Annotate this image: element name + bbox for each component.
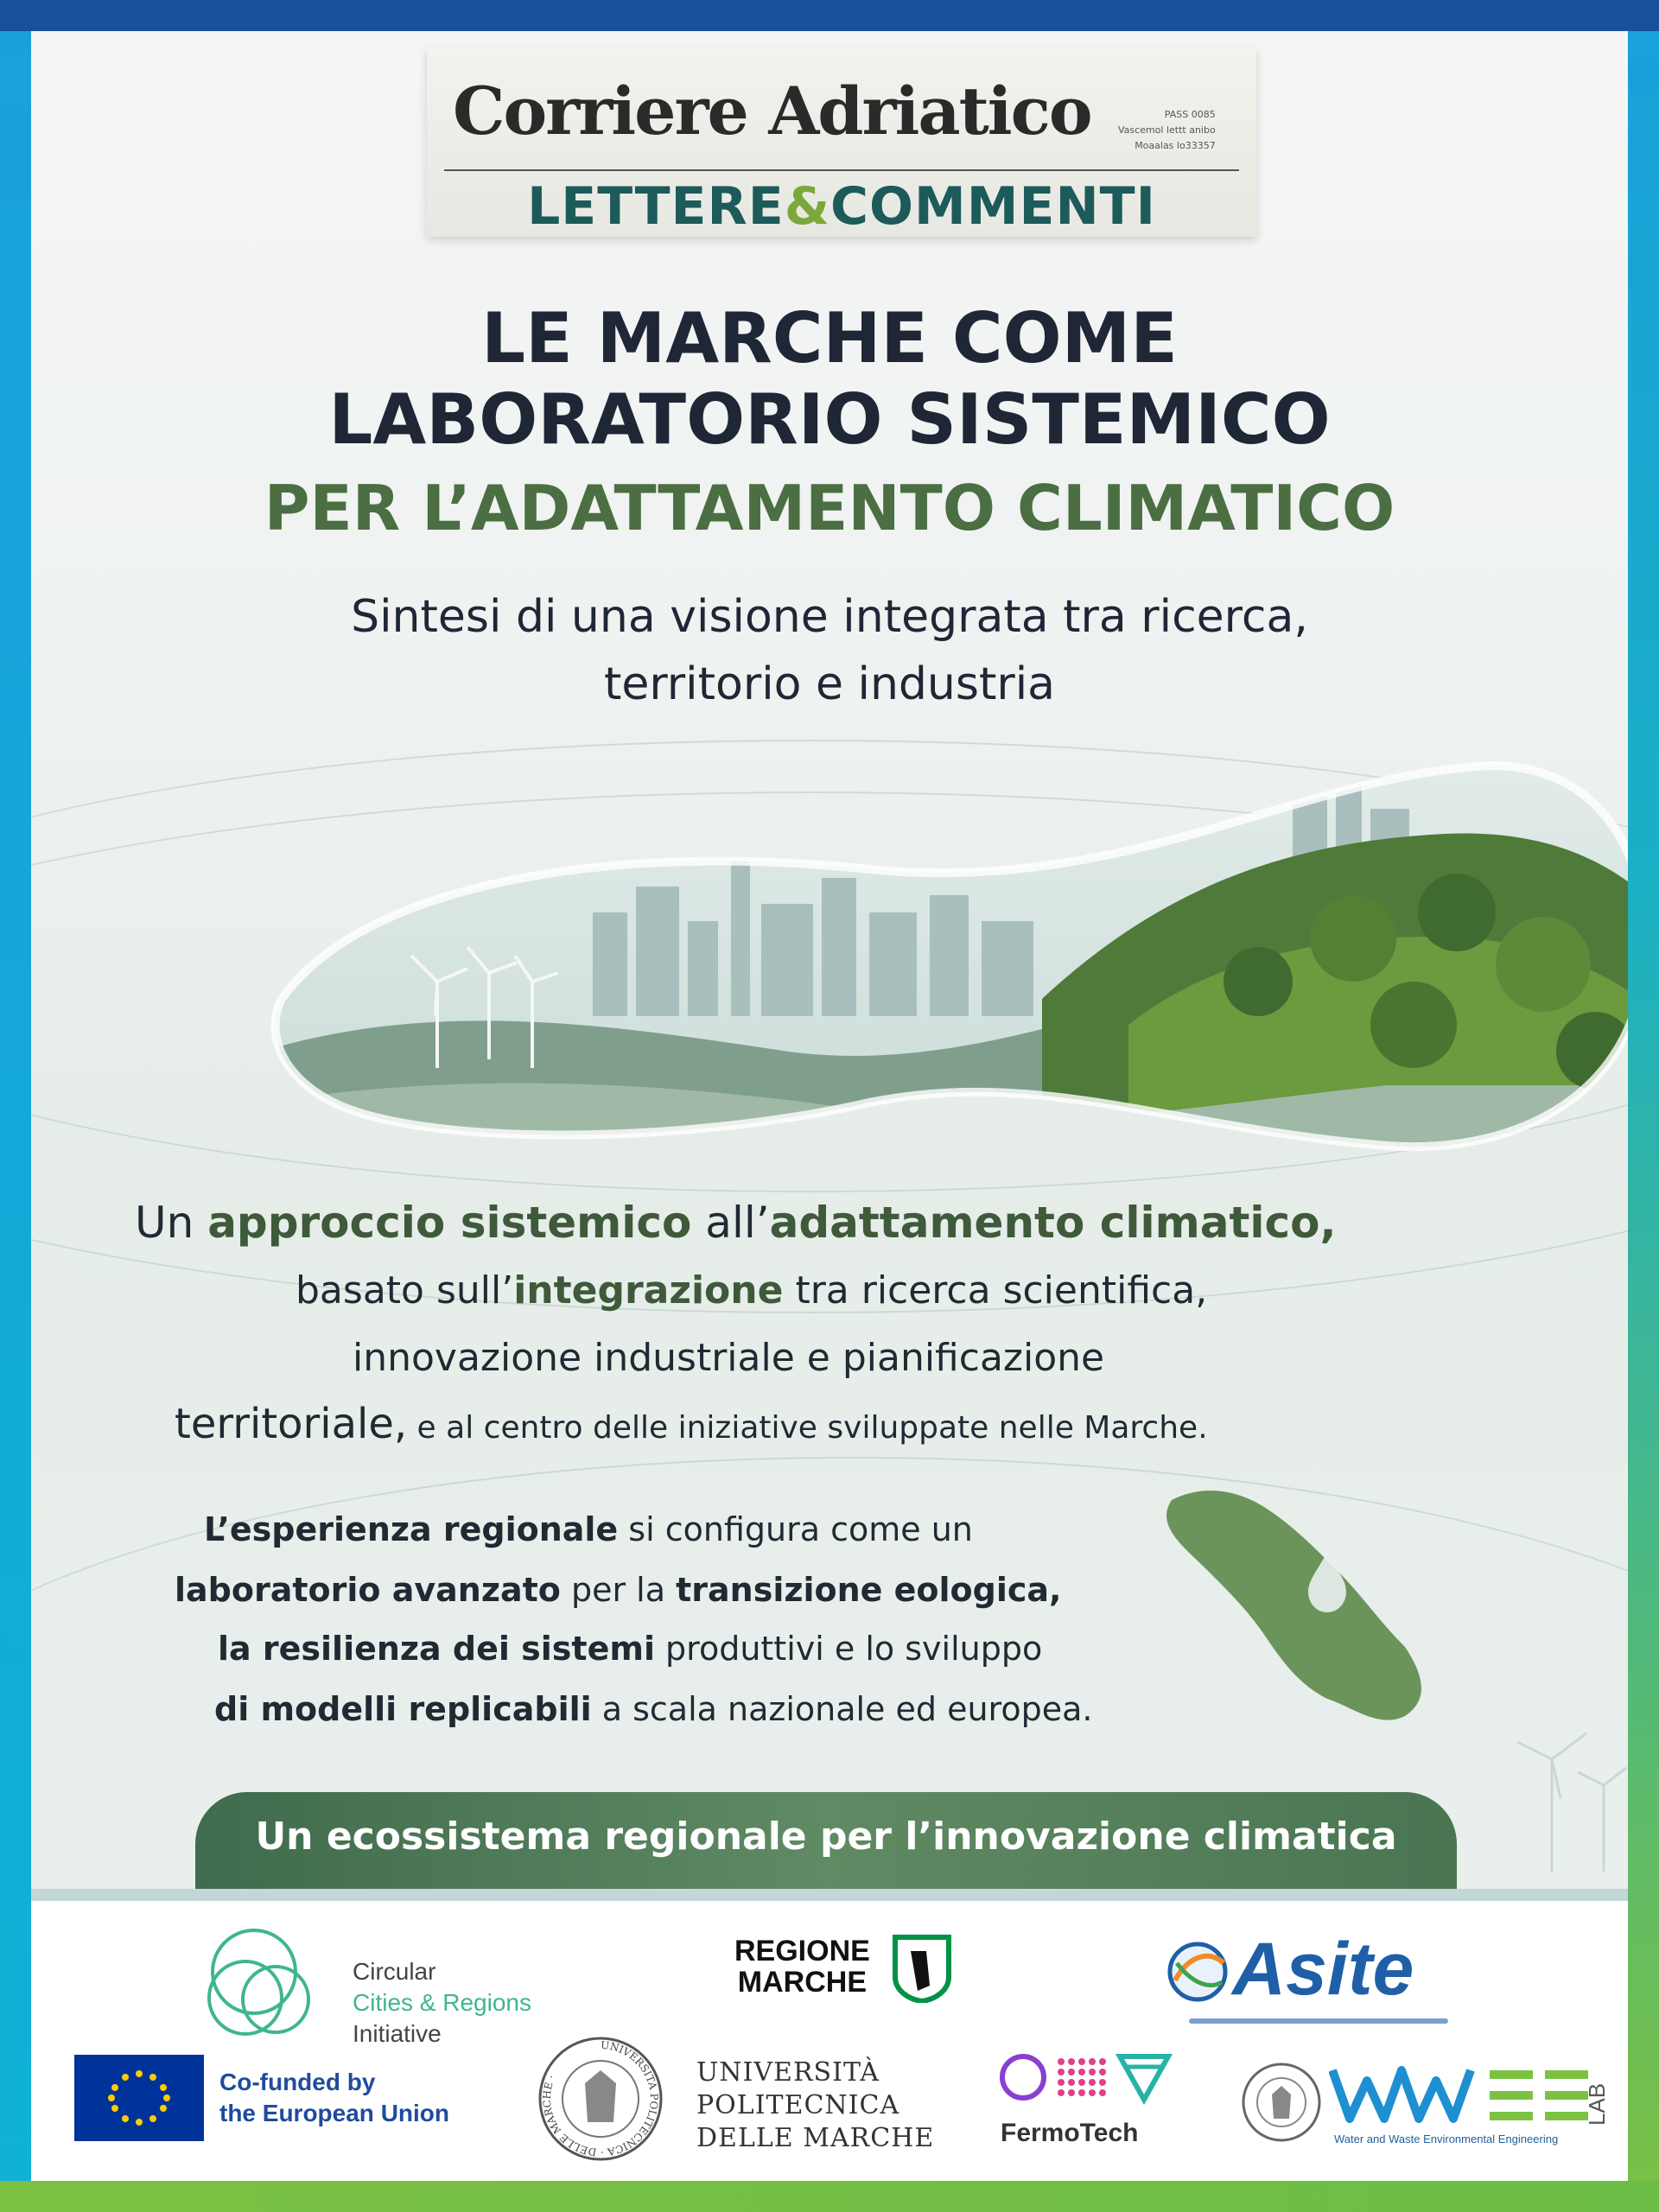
partner-logos-footer xyxy=(31,1889,1628,2181)
wwee-lab-text xyxy=(1580,2070,1614,2126)
univpm-line: POLITECNICA xyxy=(696,2090,900,2120)
wwee-logo-icon xyxy=(1329,2063,1605,2133)
frame-left-border xyxy=(0,0,31,2212)
wwee-lab-label: LAB xyxy=(1584,2082,1610,2126)
text-run-bold: approccio sistemico xyxy=(207,1198,692,1248)
poster xyxy=(31,31,1628,1889)
asite-globe-icon xyxy=(1163,1937,1232,2006)
text-run: territoriale, xyxy=(175,1400,408,1448)
text-run: all’ xyxy=(691,1198,770,1248)
wwee-subtitle: Water and Waste Environmental Engineering xyxy=(1334,2133,1559,2145)
asite-logo-text: Asite xyxy=(1232,1928,1414,2011)
ccri-line: Cities & Regions xyxy=(353,1989,531,2016)
ccri-logo-text xyxy=(353,1956,531,2050)
paragraph-1-line-1 xyxy=(135,1198,1336,1248)
text-run: basato sull’ xyxy=(296,1268,514,1313)
paragraph-2-line-4 xyxy=(214,1690,1092,1728)
ccri-logo-icon xyxy=(194,1920,332,2050)
section-title xyxy=(427,176,1256,237)
univpm-line: DELLE MARCHE xyxy=(696,2123,935,2153)
ccri-line: Circular xyxy=(353,1958,436,1985)
newspaper-masthead xyxy=(427,47,1256,237)
text-run-bold: integrazione xyxy=(513,1268,784,1313)
paragraph-1-line-3: innovazione industriale e pianificazione xyxy=(353,1336,1105,1380)
masthead-meta-line: Vascemol lettt anibo xyxy=(1118,124,1216,136)
regione-marche-shield-icon xyxy=(892,1934,952,2003)
subtitle-line-1: Sintesi di una visione integrata tra ricerca, xyxy=(351,591,1308,643)
text-run-bold: laboratorio avanzato xyxy=(175,1571,561,1609)
text-run: produttivi e lo sviluppo xyxy=(654,1630,1043,1668)
masthead-meta xyxy=(1118,107,1216,154)
ecosystem-ribbon xyxy=(195,1792,1457,1889)
text-run: si configura come un xyxy=(618,1510,973,1548)
text-run-bold: di modelli replicabili xyxy=(214,1690,592,1728)
text-run: a scala nazionale ed europea. xyxy=(591,1690,1093,1728)
text-run: per la xyxy=(560,1571,677,1609)
regione-line: MARCHE xyxy=(737,1966,868,1999)
text-run: tra ricerca scientifica, xyxy=(783,1268,1208,1313)
fermotech-logo-text: FermoTech xyxy=(1001,2119,1139,2147)
section-amp: & xyxy=(784,176,831,237)
paragraph-2-line-3 xyxy=(218,1630,1042,1668)
paragraph-1-line-4 xyxy=(175,1400,1208,1448)
text-run: Un xyxy=(135,1198,208,1248)
section-right: COMMENTI xyxy=(830,176,1156,237)
regione-line: REGIONE xyxy=(734,1935,870,1967)
wind-turbines-decor xyxy=(1500,1707,1628,1872)
ribbon-text: Un ecossistema regionale per l’innovazione climatica xyxy=(255,1815,1397,1859)
paragraph-2-line-2 xyxy=(175,1571,1061,1609)
univpm-logo-text xyxy=(696,2056,934,2155)
paragraph-1-line-2 xyxy=(296,1268,1207,1313)
section-left: LETTERE xyxy=(527,176,785,237)
headline-line-2: LABORATORIO SISTEMICO xyxy=(328,379,1331,460)
fermotech-logo-icon xyxy=(999,2048,1180,2108)
text-run: e al centro delle iniziative sviluppate nelle Marche. xyxy=(407,1410,1208,1446)
subtitle-line-2: territorio e industria xyxy=(603,658,1056,710)
masthead-meta-line: Moaalas lo33357 xyxy=(1135,140,1216,151)
frame-bottom-border xyxy=(0,2181,1659,2212)
regione-marche-logo-text xyxy=(734,1936,870,1998)
univpm-seal-icon xyxy=(537,2036,664,2162)
eu-line: the European Union xyxy=(219,2100,449,2126)
text-run-bold: transizione eologica, xyxy=(676,1571,1062,1609)
headline-line-1: LE MARCHE COME xyxy=(481,298,1178,378)
landscape-illustration xyxy=(264,740,1628,1189)
frame-right-border xyxy=(1628,0,1659,2212)
asite-underline xyxy=(1189,2018,1448,2024)
frame-top-border xyxy=(0,0,1659,31)
masthead-rule xyxy=(444,169,1239,171)
headline-line-3: PER L’ADATTAMENTO CLIMATICO xyxy=(264,472,1395,544)
marche-region-map xyxy=(1146,1465,1457,1742)
masthead-meta-line: PASS 0085 xyxy=(1164,109,1216,120)
paragraph-2-line-1 xyxy=(204,1510,973,1548)
ccri-line: Initiative xyxy=(353,2020,442,2047)
text-run-bold: L’esperienza regionale xyxy=(204,1510,619,1548)
univpm-line: UNIVERSITÀ xyxy=(696,2057,880,2088)
eu-flag-icon xyxy=(74,2055,204,2141)
text-run-bold: la resilienza dei sistemi xyxy=(218,1630,655,1668)
wwee-seal-icon xyxy=(1241,2062,1322,2143)
newspaper-name: Corriere Adriatico xyxy=(453,73,1091,149)
eu-line: Co-funded by xyxy=(219,2069,376,2095)
text-run-bold: adattamento climatico, xyxy=(769,1198,1337,1248)
eu-cofunded-text xyxy=(219,2067,449,2129)
univpm-seal-ring-text: UNIVERSITA POLITECNICA · DELLE MARCHE · xyxy=(540,2038,661,2159)
